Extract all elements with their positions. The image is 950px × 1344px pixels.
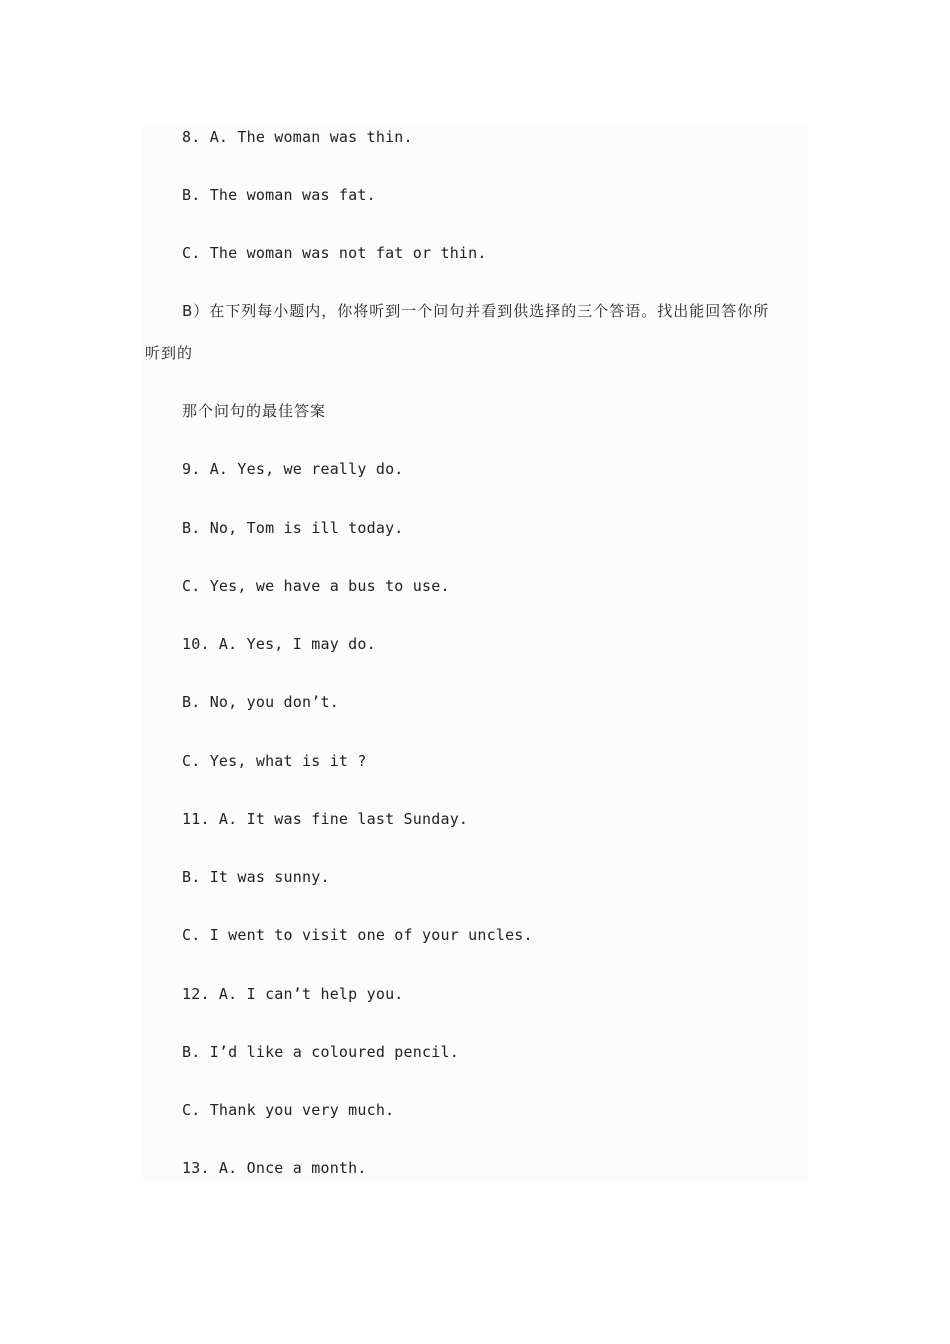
question-8-option-a: 8. A. The woman was thin.: [182, 128, 413, 146]
question-10-option-b: B. No, you don’t.: [182, 693, 339, 711]
question-11-option-b: B. It was sunny.: [182, 868, 330, 886]
section-b-instruction-tail: 那个问句的最佳答案: [182, 402, 327, 420]
question-9-option-a: 9. A. Yes, we really do.: [182, 460, 404, 478]
section-b-instruction-continued: 听到的: [145, 344, 194, 362]
question-9-option-c: C. Yes, we have a bus to use.: [182, 577, 450, 595]
question-12-option-c: C. Thank you very much.: [182, 1101, 395, 1119]
section-b-instruction: B）在下列每小题内，你将听到一个问句并看到供选择的三个答语。找出能回答你所: [182, 302, 770, 320]
question-12-option-b: B. I’d like a coloured pencil.: [182, 1043, 459, 1061]
question-10-option-a: 10. A. Yes, I may do.: [182, 635, 376, 653]
question-11-option-a: 11. A. It was fine last Sunday.: [182, 810, 469, 828]
question-8-option-b: B. The woman was fat.: [182, 186, 376, 204]
question-13-option-a: 13. A. Once a month.: [182, 1159, 367, 1177]
question-11-option-c: C. I went to visit one of your uncles.: [182, 926, 533, 944]
question-8-option-c: C. The woman was not fat or thin.: [182, 244, 487, 262]
question-10-option-c: C. Yes, what is it ?: [182, 752, 367, 770]
question-9-option-b: B. No, Tom is ill today.: [182, 519, 404, 537]
question-12-option-a: 12. A. I can’t help you.: [182, 985, 404, 1003]
